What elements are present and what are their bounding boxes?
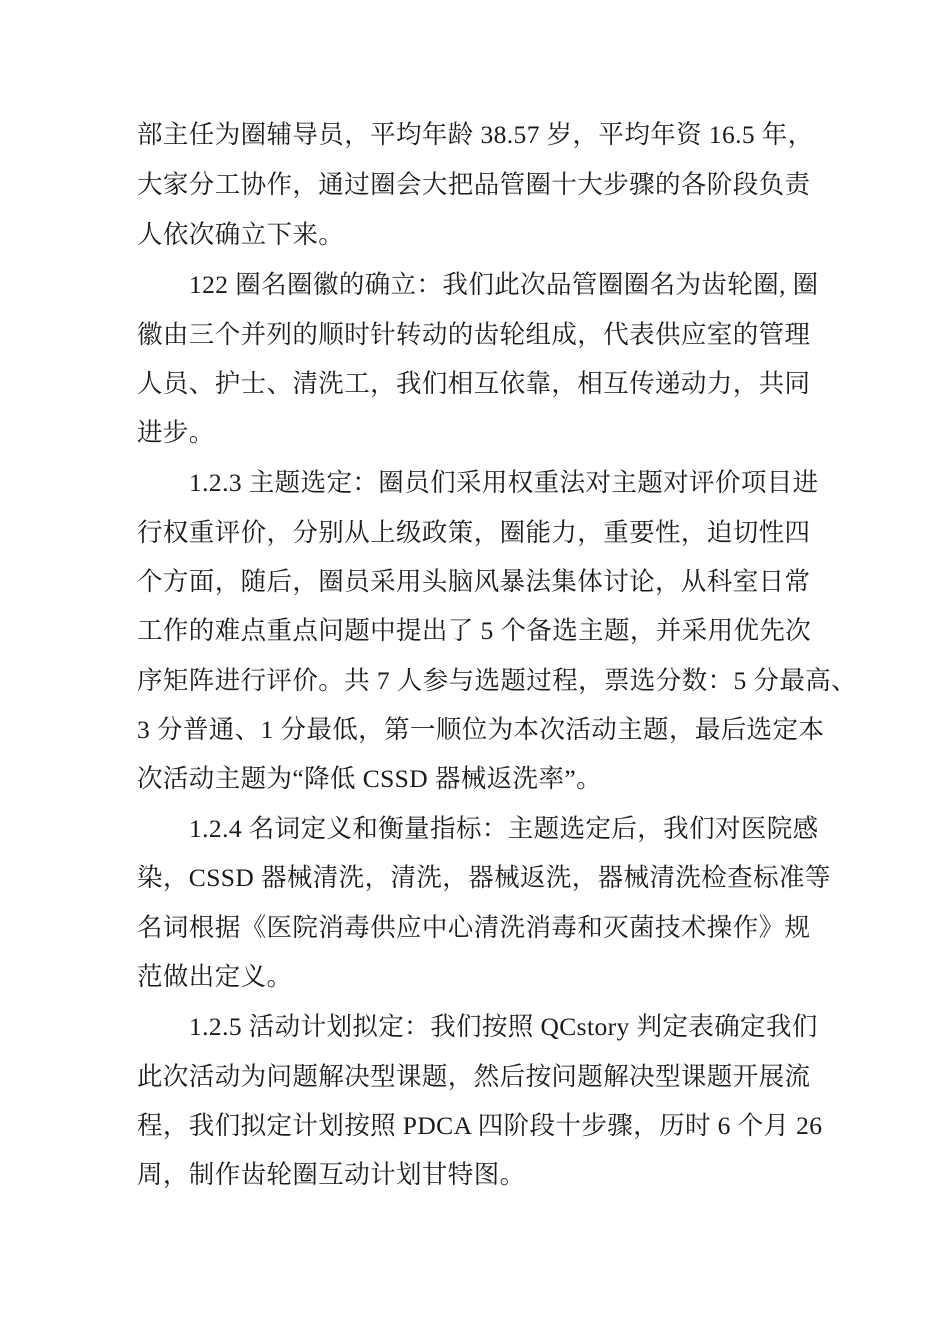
paragraph-line: 染，CSSD 器械清洗，清洗，器械返洗，器械清洗检查标准等: [137, 863, 831, 892]
paragraph-line: 序矩阵进行评价。共 7 人参与选题过程，票选分数：5 分最高、: [137, 666, 858, 695]
paragraph-line: 行权重评价，分别从上级政策，圈能力，重要性，迫切性四: [137, 518, 811, 547]
paragraph-line: 人员、护士、清洗工，我们相互依靠，相互传递动力，共同: [137, 369, 811, 398]
section-heading-line: 1.2.4 名词定义和衡量指标：主题选定后，我们对医院感: [189, 814, 819, 843]
paragraph-line: 此次活动为问题解决型课题，然后按问题解决型课题开展流: [137, 1062, 811, 1091]
paragraph-line: 徽由三个并列的顺时针转动的齿轮组成，代表供应室的管理: [137, 320, 811, 349]
paragraph-line: 人依次确立下来。: [137, 220, 345, 249]
section-heading-line: 1.2.3 主题选定：圈员们采用权重法对主题对评价项目进: [189, 468, 819, 497]
paragraph-line: 大家分工协作，通过圈会大把品管圈十大步骤的各阶段负责: [137, 170, 811, 199]
paragraph-line: 3 分普通、1 分最低，第一顺位为本次活动主题，最后选定本: [137, 715, 825, 744]
paragraph-line: 范做出定义。: [137, 962, 293, 991]
paragraph-line: 次活动主题为“降低 CSSD 器械返洗率”。: [137, 764, 602, 793]
paragraph-line: 程，我们拟定计划按照 PDCA 四阶段十步骤，历时 6 个月 26: [137, 1111, 823, 1140]
paragraph-line: 部主任为圈辅导员，平均年龄 38.57 岁，平均年资 16.5 年，: [137, 120, 814, 149]
paragraph-line: 个方面，随后，圈员采用头脑风暴法集体讨论，从科室日常: [137, 567, 811, 596]
paragraph-line: 周，制作齿轮圈互动计划甘特图。: [137, 1160, 526, 1189]
paragraph-line: 名词根据《医院消毒供应中心清洗消毒和灭菌技术操作》规: [137, 913, 811, 942]
paragraph-line: 进步。: [137, 418, 215, 447]
section-heading-line: 1.2.5 活动计划拟定：我们按照 QCstory 判定表确定我们: [189, 1012, 818, 1041]
section-heading-line: 122 圈名圈徽的确立：我们此次品管圈圈名为齿轮圈, 圈: [189, 270, 819, 299]
paragraph-line: 工作的难点重点问题中提出了 5 个备选主题，并采用优先次: [137, 616, 812, 645]
